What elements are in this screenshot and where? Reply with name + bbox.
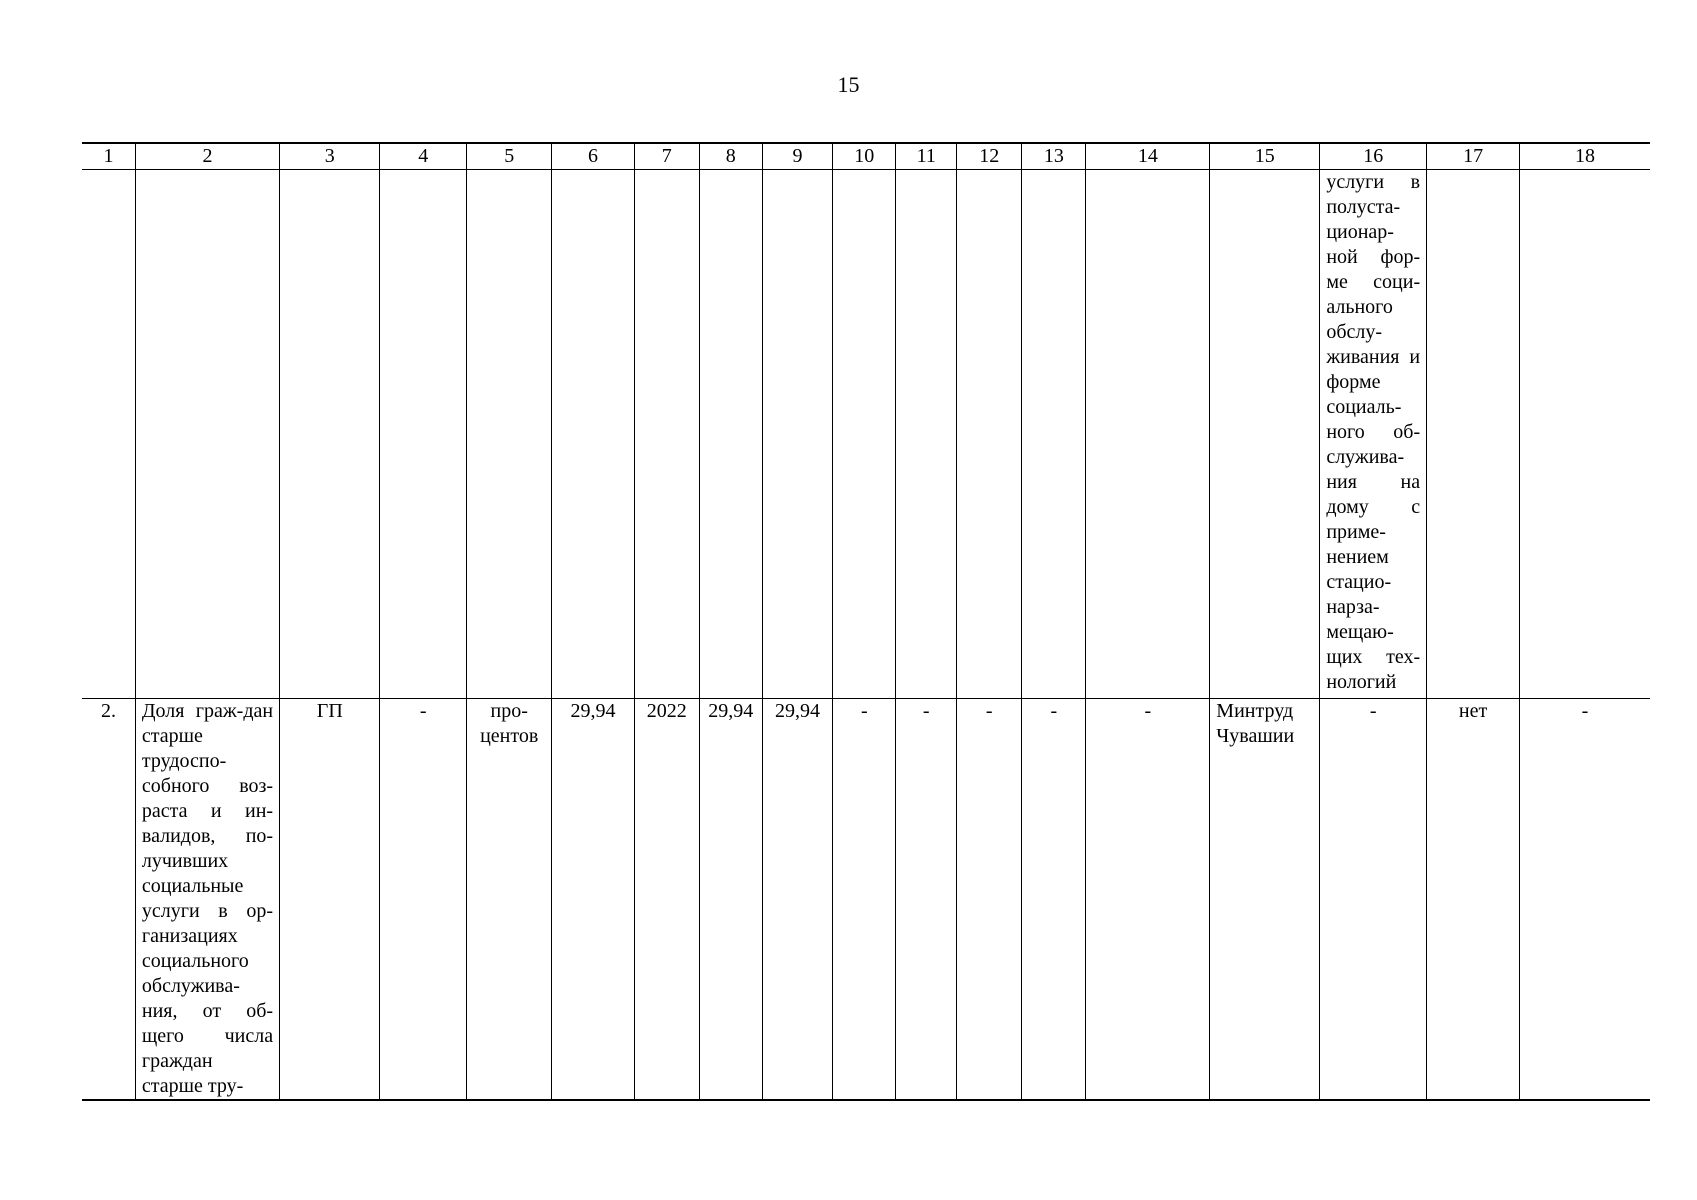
- value-cell: 29,94: [762, 699, 832, 1101]
- column-number: 12: [957, 143, 1022, 170]
- table-cell: [634, 170, 699, 699]
- column-number: 9: [762, 143, 832, 170]
- column-number: 4: [380, 143, 467, 170]
- table-cell: -: [1520, 699, 1650, 1101]
- value-cell: 29,94: [552, 699, 634, 1101]
- column-number: 3: [280, 143, 380, 170]
- table-cell: [1022, 170, 1086, 699]
- table-cell: ГП: [280, 699, 380, 1101]
- table-row: [82, 170, 1650, 699]
- column-number: 11: [896, 143, 957, 170]
- value-cell: 29,94: [699, 699, 762, 1101]
- page-number: 15: [837, 72, 860, 97]
- column-number-row: [82, 143, 1650, 170]
- table-cell: [552, 170, 634, 699]
- continued-text-cell: услуги в полуста-ционар-ной фор-ме соци-ального обслу-живания и форме социаль-ного об-служива-ния на дому с приме-нением стацио-нарза-мещаю-щих тех-нологий: [1320, 170, 1427, 699]
- table-cell: [896, 170, 957, 699]
- table-cell: [1210, 170, 1320, 699]
- column-number: 7: [634, 143, 699, 170]
- table-cell: [82, 170, 135, 699]
- table-cell: нет: [1427, 699, 1520, 1101]
- column-number: 5: [466, 143, 551, 170]
- row-number-cell: 2.: [82, 699, 135, 1101]
- table-cell: [380, 170, 467, 699]
- table-cell: [135, 170, 279, 699]
- column-number: 8: [699, 143, 762, 170]
- table-cell: [699, 170, 762, 699]
- table-cell: -: [833, 699, 896, 1101]
- unit-cell: про-центов: [466, 699, 551, 1101]
- table-cell: -: [957, 699, 1022, 1101]
- column-number: 6: [552, 143, 634, 170]
- table-cell: -: [380, 699, 467, 1101]
- column-number: 13: [1022, 143, 1086, 170]
- table-cell: [466, 170, 551, 699]
- table-cell: [1427, 170, 1520, 699]
- table-cell: [1520, 170, 1650, 699]
- table-cell: -: [1320, 699, 1427, 1101]
- table-row: [82, 699, 1650, 1101]
- table-cell: -: [1086, 699, 1210, 1101]
- column-number: 15: [1210, 143, 1320, 170]
- column-number: 14: [1086, 143, 1210, 170]
- table-cell: [280, 170, 380, 699]
- table-cell: -: [896, 699, 957, 1101]
- indicator-name-cell: Доля граж-дан старше трудоспо-собного воз-раста и ин-валидов, по-лучивших социальные услуги в ор-ганизациях социального обслужива-ния, от об-щего числа граждан старше тру-: [135, 699, 279, 1101]
- year-cell: 2022: [634, 699, 699, 1101]
- table-cell: [833, 170, 896, 699]
- table-cell: [762, 170, 832, 699]
- column-number: 16: [1320, 143, 1427, 170]
- table-cell: [957, 170, 1022, 699]
- column-number: 1: [82, 143, 135, 170]
- table-cell: [1086, 170, 1210, 699]
- responsible-cell: Минтруд Чувашии: [1210, 699, 1320, 1101]
- column-number: 18: [1520, 143, 1650, 170]
- table-cell: -: [1022, 699, 1086, 1101]
- indicators-table: [82, 142, 1650, 1101]
- column-number: 2: [135, 143, 279, 170]
- column-number: 10: [833, 143, 896, 170]
- column-number: 17: [1427, 143, 1520, 170]
